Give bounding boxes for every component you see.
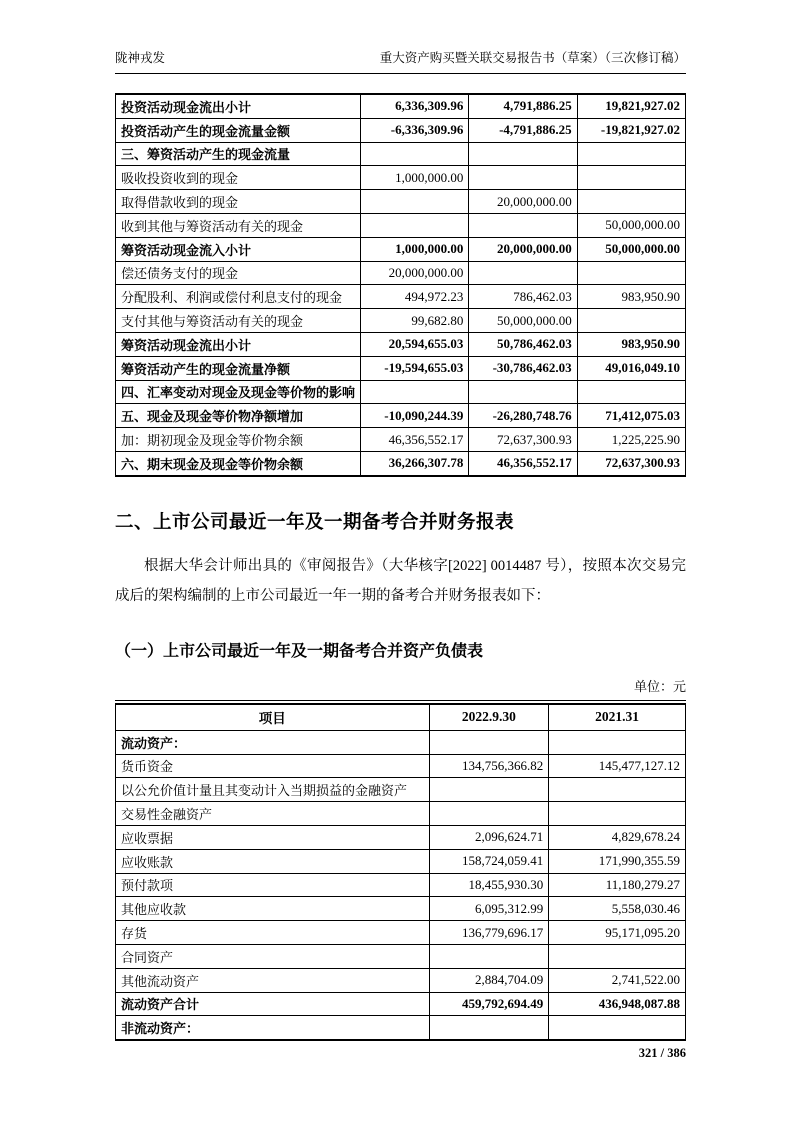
row-label: 收到其他与筹资活动有关的现金: [116, 213, 361, 237]
table-row: [116, 261, 686, 285]
row-label: 加：期初现金及现金等价物余额: [116, 428, 361, 452]
row-value: [429, 778, 549, 802]
header-cell-date-2: 2021.31: [549, 704, 686, 731]
row-label: 以公允价值计量且其变动计入当期损益的金融资产: [116, 778, 430, 802]
row-label: 存货: [116, 921, 430, 945]
row-label: 预付款项: [116, 873, 430, 897]
table-row: [116, 356, 686, 380]
row-value: 18,455,930.30: [429, 873, 549, 897]
row-label: 流动资产合计: [116, 992, 430, 1016]
row-value: 6,095,312.99: [429, 897, 549, 921]
row-value: 2,741,522.00: [549, 968, 686, 992]
row-value: [577, 166, 685, 190]
row-value: 1,225,225.90: [577, 428, 685, 452]
header-right-title: 重大资产购买暨关联交易报告书（草案）（三次修订稿）: [379, 51, 686, 65]
section-title: 二、上市公司最近一年及一期备考合并财务报表: [115, 510, 515, 532]
table-row: [116, 166, 686, 190]
row-value: -6,336,309.96: [361, 118, 469, 142]
row-value: 50,786,462.03: [469, 332, 577, 356]
table-row: [116, 380, 686, 404]
table-row: [116, 802, 686, 826]
row-value: [361, 142, 469, 166]
row-value: 4,791,886.25: [469, 94, 577, 118]
row-value: [577, 261, 685, 285]
table-row: [116, 94, 686, 118]
row-value: [549, 730, 686, 754]
row-label: 分配股利、利润或偿付利息支付的现金: [116, 285, 361, 309]
row-value: [429, 730, 549, 754]
table-row: [116, 332, 686, 356]
table-row: [116, 921, 686, 945]
row-value: 2,884,704.09: [429, 968, 549, 992]
table-row: [116, 754, 686, 778]
row-label: 应收账款: [116, 849, 430, 873]
row-label: 其他应收款: [116, 897, 430, 921]
row-value: [549, 802, 686, 826]
row-value: 72,637,300.93: [577, 451, 685, 475]
row-value: [429, 944, 549, 968]
intro-paragraph: 根据大华会计师出具的《审阅报告》（大华核字[2022] 0014487 号），按照本次交易完成后的架构编制的上市公司最近一年一期的备考合并财务报表如下：: [115, 557, 686, 604]
row-value: -19,594,655.03: [361, 356, 469, 380]
row-value: 36,266,307.78: [361, 451, 469, 475]
row-value: 49,016,049.10: [577, 356, 685, 380]
row-value: [361, 190, 469, 214]
row-label: 取得借款收到的现金: [116, 190, 361, 214]
header-cell-date-1: 2022.9.30: [429, 704, 549, 731]
row-value: 494,972.23: [361, 285, 469, 309]
row-label: 其他流动资产: [116, 968, 430, 992]
row-label: 六、期末现金及现金等价物余额: [116, 451, 361, 475]
row-value: 145,477,127.12: [549, 754, 686, 778]
header-row: [116, 704, 686, 731]
row-value: -19,821,927.02: [577, 118, 685, 142]
row-value: -30,786,462.03: [469, 356, 577, 380]
row-value: [429, 1016, 549, 1040]
table-row: [116, 428, 686, 452]
row-label: 筹资活动产生的现金流量净额: [116, 356, 361, 380]
cash-flow-table-body: [116, 94, 686, 476]
row-value: -10,090,244.39: [361, 404, 469, 428]
row-value: -4,791,886.25: [469, 118, 577, 142]
row-value: [469, 166, 577, 190]
table-row: [116, 142, 686, 166]
row-label: 货币资金: [116, 754, 430, 778]
row-value: [469, 261, 577, 285]
row-value: 46,356,552.17: [469, 451, 577, 475]
row-label: 合同资产: [116, 944, 430, 968]
row-label: 偿还债务支付的现金: [116, 261, 361, 285]
row-value: 436,948,087.88: [549, 992, 686, 1016]
table-row: [116, 897, 686, 921]
row-value: [549, 944, 686, 968]
row-label: 投资活动产生的现金流量金额: [116, 118, 361, 142]
row-value: [361, 213, 469, 237]
row-value: 46,356,552.17: [361, 428, 469, 452]
table-row: [116, 451, 686, 475]
row-value: 6,336,309.96: [361, 94, 469, 118]
row-value: [361, 380, 469, 404]
table-row: [116, 730, 686, 754]
row-label: 非流动资产：: [116, 1016, 430, 1040]
row-value: 786,462.03: [469, 285, 577, 309]
row-label: 四、汇率变动对现金及现金等价物的影响: [116, 380, 361, 404]
row-value: [577, 380, 685, 404]
table-row: [116, 944, 686, 968]
header-cell-item: 项目: [116, 704, 430, 731]
row-label: 流动资产：: [116, 730, 430, 754]
table-row: [116, 1016, 686, 1040]
row-value: 4,829,678.24: [549, 825, 686, 849]
row-value: [577, 309, 685, 333]
row-value: 158,724,059.41: [429, 849, 549, 873]
row-value: [469, 142, 577, 166]
row-label: 筹资活动现金流出小计: [116, 332, 361, 356]
row-value: [577, 190, 685, 214]
table-row: [116, 992, 686, 1016]
row-value: 50,000,000.00: [469, 309, 577, 333]
row-value: 459,792,694.49: [429, 992, 549, 1016]
row-value: [577, 142, 685, 166]
table-row: [116, 873, 686, 897]
row-value: [469, 380, 577, 404]
row-value: 983,950.90: [577, 332, 685, 356]
table-row: [116, 190, 686, 214]
row-value: 134,756,366.82: [429, 754, 549, 778]
row-value: 50,000,000.00: [577, 237, 685, 261]
row-value: 95,171,095.20: [549, 921, 686, 945]
cash-flow-table: [115, 93, 686, 477]
row-value: [469, 213, 577, 237]
balance-sheet-wrapper: [115, 700, 686, 1041]
table-row: [116, 849, 686, 873]
balance-sheet-table-body: [116, 730, 686, 1040]
table-row: [116, 309, 686, 333]
table-row: [116, 118, 686, 142]
row-value: [549, 1016, 686, 1040]
row-value: [549, 778, 686, 802]
row-value: 99,682.80: [361, 309, 469, 333]
subsection-title: （一）上市公司最近一年及一期备考合并资产负债表: [115, 642, 484, 660]
row-label: 筹资活动现金流入小计: [116, 237, 361, 261]
row-label: 五、现金及现金等价物净额增加: [116, 404, 361, 428]
row-value: [429, 802, 549, 826]
table-row: [116, 285, 686, 309]
row-label: 吸收投资收到的现金: [116, 166, 361, 190]
row-value: 20,594,655.03: [361, 332, 469, 356]
row-value: 20,000,000.00: [361, 261, 469, 285]
row-value: 19,821,927.02: [577, 94, 685, 118]
row-value: 50,000,000.00: [577, 213, 685, 237]
row-value: 20,000,000.00: [469, 190, 577, 214]
row-value: 72,637,300.93: [469, 428, 577, 452]
row-value: 11,180,279.27: [549, 873, 686, 897]
balance-sheet-table: [115, 703, 686, 1041]
running-header: [115, 0, 686, 74]
table-row: [116, 404, 686, 428]
row-value: 1,000,000.00: [361, 166, 469, 190]
row-value: 171,990,355.59: [549, 849, 686, 873]
page-number: 321 / 386: [638, 1046, 686, 1061]
row-value: 71,412,075.03: [577, 404, 685, 428]
unit-label: 单位：元: [633, 678, 686, 694]
row-value: -26,280,748.76: [469, 404, 577, 428]
row-value: 1,000,000.00: [361, 237, 469, 261]
row-value: 983,950.90: [577, 285, 685, 309]
row-label: 三、筹资活动产生的现金流量: [116, 142, 361, 166]
table-row: [116, 968, 686, 992]
header-left-title: 陇神戎发: [115, 51, 166, 65]
row-label: 交易性金融资产: [116, 802, 430, 826]
page-content: [115, 0, 686, 1061]
table-row: [116, 778, 686, 802]
row-value: 20,000,000.00: [469, 237, 577, 261]
table-row: [116, 825, 686, 849]
row-label: 投资活动现金流出小计: [116, 94, 361, 118]
table-row: [116, 237, 686, 261]
balance-sheet-header: [116, 704, 686, 731]
row-label: 支付其他与筹资活动有关的现金: [116, 309, 361, 333]
row-label: 应收票据: [116, 825, 430, 849]
table-row: [116, 213, 686, 237]
row-value: 136,779,696.17: [429, 921, 549, 945]
row-value: 5,558,030.46: [549, 897, 686, 921]
row-value: 2,096,624.71: [429, 825, 549, 849]
